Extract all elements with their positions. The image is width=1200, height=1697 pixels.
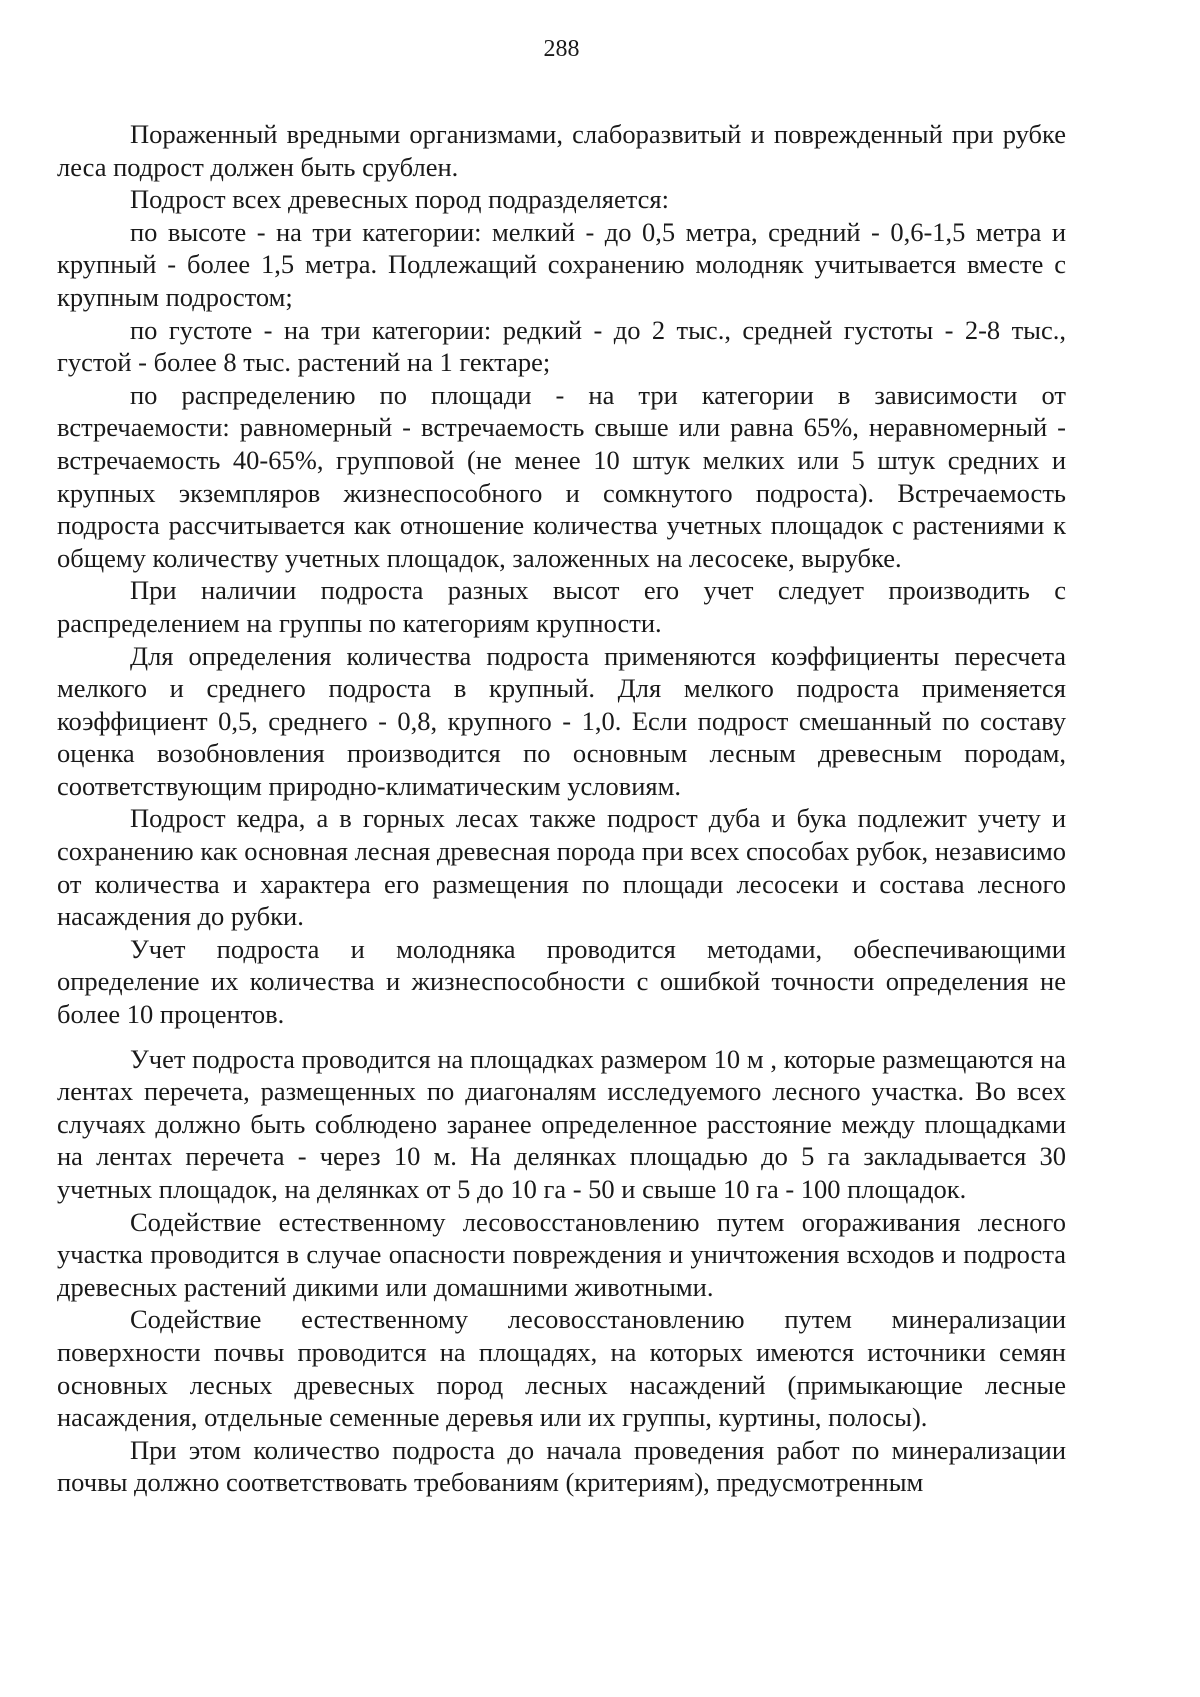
paragraph: по распределению по площади - на три категории в зависимости от встречаемости: равномерный - встречаемость свыше или равна 65%, неравномерный - встречаемость 40-65%, групповой (не менее 10 штук мелких или 5 штук средних и крупных экземпляров жизнеспособного и сомкнутого подроста). Встречаемость подроста рассчитывается как отношение количества учетных площадок с растениями к общему количеству учетных площадок, заложенных на лесосеке, вырубке. [57,379,1066,573]
document-body [57,118,1066,1499]
paragraph: Содействие естественному лесовосстановлению путем огораживания лесного участка проводится в случае опасности повреждения и уничтожения всходов и подроста древесных растений дикими или домашними животными. [57,1206,1066,1302]
paragraph: Учет подроста и молодняка проводится методами, обеспечивающими определение их количества и жизнеспособности с ошибкой точности определения не более 10 процентов. [57,933,1066,1030]
paragraph: Учет подроста проводится на площадках размером 10 м , которые размещаются на лентах перечета, размещенных по диагоналям исследуемого лесного участка. Во всех случаях должно быть соблюдено заранее определенное расстояние между площадками на лентах перечета - через 10 м. На делянках площадью до 5 га закладывается 30 учетных площадок, на делянках от 5 до 10 га - 50 и свыше 10 га - 100 площадок. [57,1043,1066,1204]
paragraph: Для определения количества подроста применяются коэффициенты пересчета мелкого и среднего подроста в крупный. Для мелкого подроста применяется коэффициент 0,5, среднего - 0,8, крупного - 1,0. Если подрост смешанный по составу оценка возобновления производится по основным лесным древесным породам, соответствующим природно-климатическим условиям. [57,640,1066,801]
paragraph: При этом количество подроста до начала проведения работ по минерализации почвы должно соответствовать требованиям (критериям), предусмотренным [57,1434,1066,1498]
paragraph: Пораженный вредными организмами, слаборазвитый и поврежденный при рубке леса подрост должен быть срублен. [57,119,1066,182]
paragraph: Подрост всех древесных пород подразделяется: [130,184,669,215]
paragraph: по густоте - на три категории: редкий - до 2 тыс., средней густоты - 2-8 тыс., густой - более 8 тыс. растений на 1 гектаре; [57,314,1066,378]
paragraph: по высоте - на три категории: мелкий - до 0,5 метра, средний - 0,6-1,5 метра и крупный - более 1,5 метра. Подлежащий сохранению молодняк учитывается вместе с крупным подростом; [57,216,1066,312]
paragraph: Подрост кедра, а в горных лесах также подрост дуба и бука подлежит учету и сохранению как основная лесная древесная порода при всех способах рубок, независимо от количества и характера его размещения по площади лесосеки и состава лесного насаждения до рубки. [57,803,1066,932]
paragraph: Содействие естественному лесовосстановлению путем минерализации поверхности почвы проводится на площадях, на которых имеются источники семян основных лесных древесных пород лесных насаждений (примыкающие лесные насаждения, отдельные семенные деревья или их группы, куртины, полосы). [57,1304,1066,1433]
page-number: 288 [543,36,580,62]
paragraph: При наличии подроста разных высот его учет следует производить с распределением на группы по категориям крупности. [57,575,1066,638]
